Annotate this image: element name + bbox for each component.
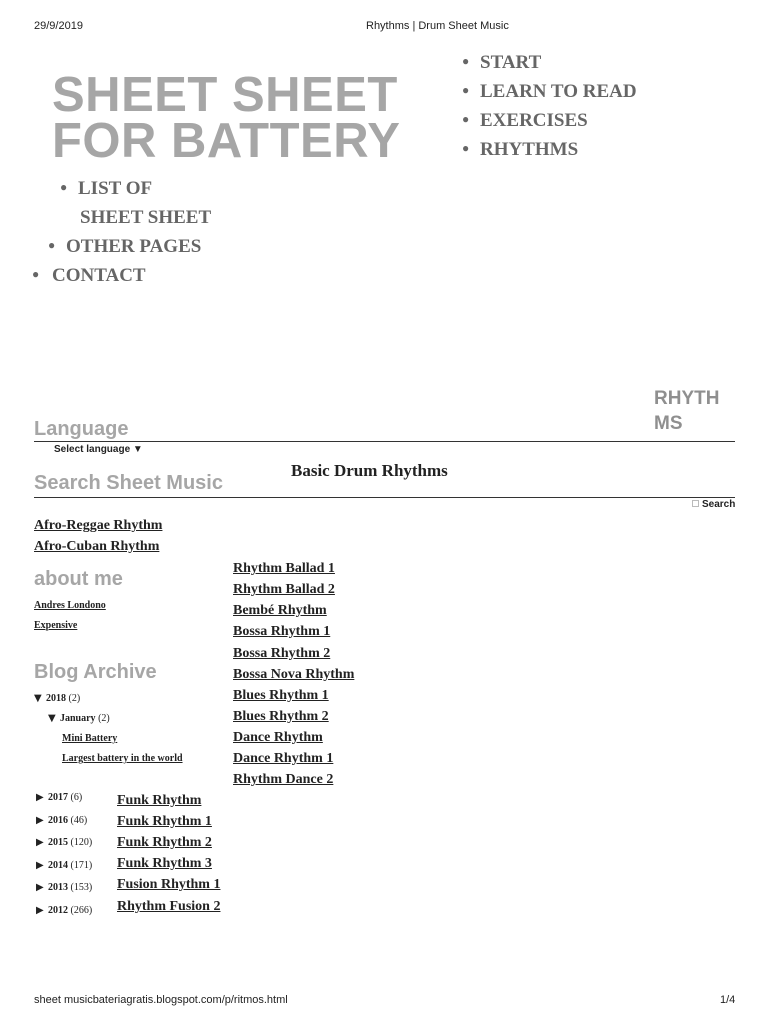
afro-cuban-link[interactable]: Afro-Cuban Rhythm — [34, 539, 160, 554]
archive-year-2015[interactable]: ▶ 2015 (120) — [36, 837, 93, 848]
rhythm-link[interactable]: Rhythm Dance 2 — [233, 772, 334, 787]
print-url: sheet musicbateriagratis.blogspot.com/p/ritmos.html — [34, 994, 288, 1006]
divider — [34, 497, 735, 498]
print-page-number: 1/4 — [720, 994, 736, 1006]
triangle-right-icon: ▶ — [36, 815, 44, 826]
archive-year-2016[interactable]: ▶ 2016 (46) — [36, 815, 88, 826]
rhythm-link[interactable]: Bossa Rhythm 2 — [233, 646, 331, 661]
search-box-icon — [692, 500, 699, 507]
rhythm-link[interactable]: Funk Rhythm 1 — [117, 814, 212, 829]
triangle-right-icon: ▶ — [36, 837, 44, 848]
archive-year-2017[interactable]: ▶ 2017 (6) — [36, 792, 83, 803]
nav-item-exercises[interactable]: ● EXERCISES — [462, 110, 588, 131]
divider — [34, 441, 735, 442]
page-heading: RHYTH MS — [654, 388, 720, 434]
triangle-right-icon: ▶ — [36, 882, 44, 893]
afro-reggae-link[interactable]: Afro-Reggae Rhythm — [34, 518, 163, 533]
nav-item-contact[interactable]: ● CONTACT — [32, 265, 146, 286]
nav-item-other-pages[interactable]: ● OTHER PAGES — [48, 236, 202, 257]
archive-year-2013[interactable]: ▶ 2013 (153) — [36, 882, 93, 893]
rhythm-link[interactable]: Bossa Rhythm 1 — [233, 624, 331, 639]
post-title: Basic Drum Rhythms — [291, 461, 448, 480]
author-link[interactable]: Andres Londono — [34, 600, 106, 611]
archive-heading: Blog Archive — [34, 661, 157, 683]
bullet-icon: ● — [462, 54, 470, 68]
nav-item-rhythms[interactable]: ● RHYTHMS — [462, 139, 579, 160]
bullet-icon: ● — [462, 141, 470, 155]
language-heading: Language — [34, 418, 129, 440]
rhythm-link[interactable]: Funk Rhythm 3 — [117, 856, 212, 871]
print-date: 29/9/2019 — [34, 20, 83, 32]
rhythm-link[interactable]: Bossa Nova Rhythm — [233, 667, 355, 682]
rhythm-link[interactable]: Funk Rhythm 2 — [117, 835, 212, 850]
about-heading: about me — [34, 568, 123, 590]
search-button[interactable]: Search — [692, 499, 735, 510]
search-heading: Search Sheet Music — [34, 472, 223, 494]
bullet-icon: ● — [32, 267, 40, 281]
expensive-link[interactable]: Expensive — [34, 620, 78, 631]
bullet-icon: ● — [462, 83, 470, 97]
archive-post-link[interactable]: Largest battery in the world — [62, 753, 183, 764]
archive-year-2018[interactable]: ▼ 2018 (2) — [34, 693, 81, 704]
triangle-down-icon: ▼ — [48, 713, 56, 724]
rhythm-link[interactable]: Dance Rhythm — [233, 730, 323, 745]
rhythm-link[interactable]: Blues Rhythm 2 — [233, 709, 329, 724]
nav-item-learn-to-read[interactable]: ● LEARN TO READ — [462, 81, 637, 102]
archive-year-2012[interactable]: ▶ 2012 (266) — [36, 905, 93, 916]
nav-item-list-of-sheet[interactable]: ● LIST OF — [60, 178, 153, 199]
rhythm-link[interactable]: Bembé Rhythm — [233, 603, 327, 618]
language-select[interactable]: Select language ▼ — [54, 444, 143, 455]
nav-item-start[interactable]: ● START — [462, 52, 542, 73]
print-title: Rhythms | Drum Sheet Music — [366, 20, 509, 32]
archive-month-january[interactable]: ▼ January (2) — [48, 713, 110, 724]
rhythm-link[interactable]: Dance Rhythm 1 — [233, 751, 334, 766]
triangle-right-icon: ▶ — [36, 860, 44, 871]
triangle-right-icon: ▶ — [36, 792, 44, 803]
bullet-icon: ● — [48, 238, 56, 252]
bullet-icon: ● — [462, 112, 470, 126]
bullet-icon: ● — [60, 180, 68, 194]
rhythm-link[interactable]: Blues Rhythm 1 — [233, 688, 329, 703]
rhythm-link[interactable]: Fusion Rhythm 1 — [117, 877, 221, 892]
triangle-right-icon: ▶ — [36, 905, 44, 916]
rhythm-link[interactable]: Rhythm Ballad 1 — [233, 561, 335, 576]
rhythm-link[interactable]: Rhythm Fusion 2 — [117, 899, 221, 914]
triangle-down-icon: ▼ — [34, 693, 42, 704]
nav-item-list-of-sheet-cont[interactable]: SHEET SHEET — [80, 207, 212, 228]
rhythm-link[interactable]: Rhythm Ballad 2 — [233, 582, 335, 597]
site-title[interactable]: SHEET SHEET FOR BATTERY — [52, 68, 401, 168]
archive-post-link[interactable]: Mini Battery — [62, 733, 118, 744]
archive-year-2014[interactable]: ▶ 2014 (171) — [36, 860, 93, 871]
rhythm-link[interactable]: Funk Rhythm — [117, 793, 202, 808]
